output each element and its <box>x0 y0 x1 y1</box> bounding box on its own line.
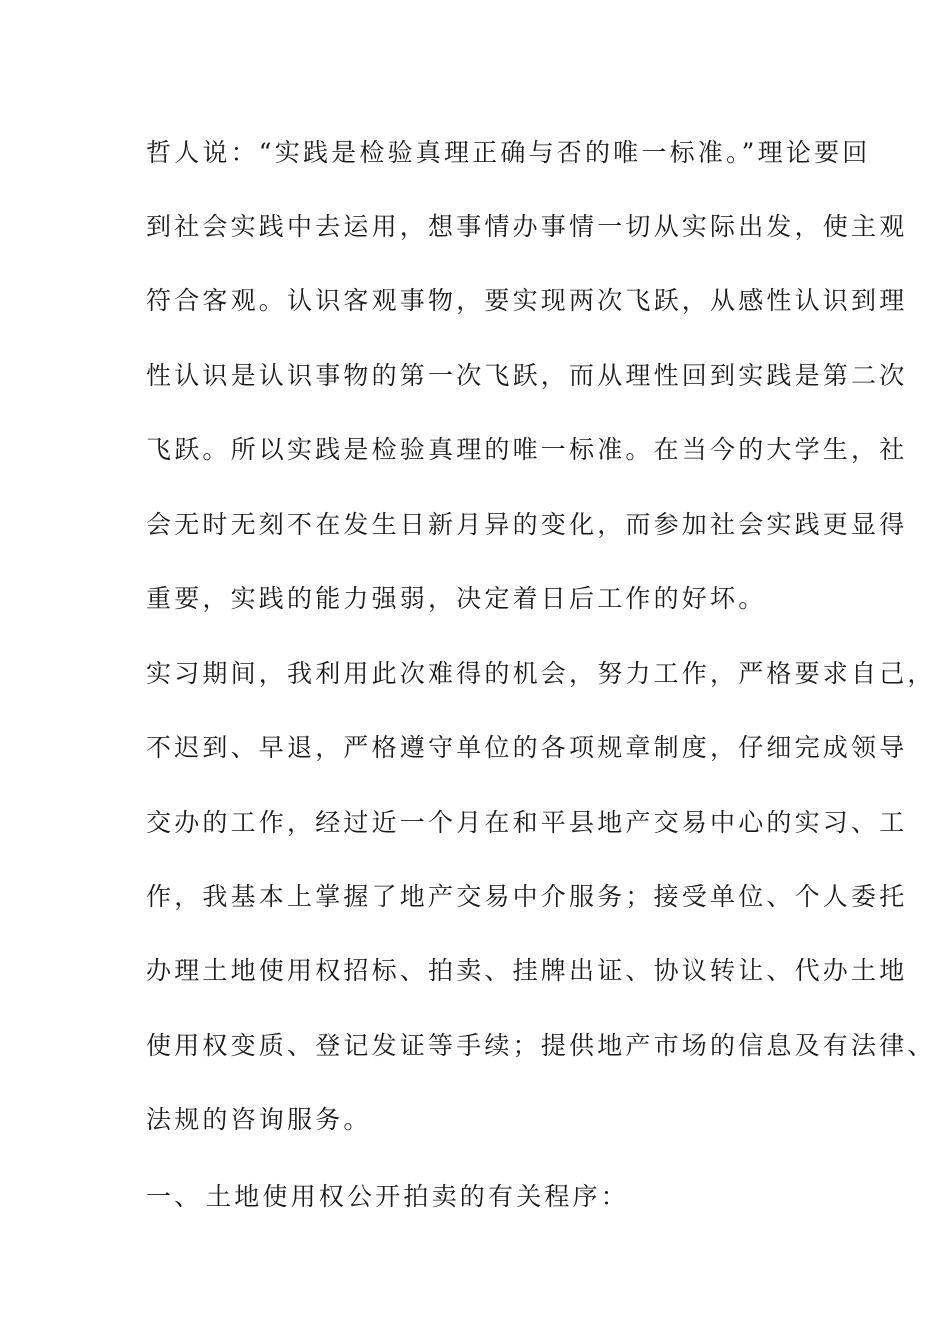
paragraph-2-line-6: 使用权变质、登记发证等手续；提供地产市场的信息及有法律、 <box>146 1031 936 1060</box>
section-heading <box>146 1182 629 1212</box>
paragraph-2-line-4: 作，我基本上掌握了地产交易中介服务；接受单位、个人委托 <box>146 882 908 911</box>
paragraph-1-line-6: 会无时无刻不在发生日新月异的变化，而参加社会实践更显得 <box>146 510 908 539</box>
paragraph-1-line-5: 飞跃。所以实践是检验真理的唯一标准。在当今的大学生，社 <box>146 435 908 464</box>
paragraph-1-line-1: 哲人说：“实践是检验真理正确与否的唯一标准。”理论要回 <box>146 138 871 167</box>
section-heading-text: 土地使用权公开拍卖的有关程序： <box>206 1182 630 1211</box>
paragraph-1-line-2: 到社会实践中去运用，想事情办事情一切从实际出发，使主观 <box>146 212 908 241</box>
paragraph-2-line-2: 不迟到、早退，严格遵守单位的各项规章制度，仔细完成领导 <box>146 733 908 762</box>
paragraph-1-line-3: 符合客观。认识客观事物，要实现两次飞跃，从感性认识到理 <box>146 286 908 315</box>
paragraph-1-line-4: 性认识是认识事物的第一次飞跃，而从理性回到实践是第二次 <box>146 361 908 390</box>
paragraph-2-line-5: 办理土地使用权招标、拍卖、挂牌出证、协议转让、代办土地 <box>146 956 908 985</box>
section-heading-number: 一、 <box>146 1182 203 1211</box>
paragraph-2-line-7: 法规的咨询服务。 <box>146 1105 372 1134</box>
paragraph-2-line-1: 实习期间，我利用此次难得的机会，努力工作，严格要求自己， <box>146 659 936 688</box>
paragraph-2-line-3: 交办的工作，经过近一个月在和平县地产交易中心的实习、工 <box>146 808 908 837</box>
paragraph-1-line-7: 重要，实践的能力强弱，决定着日后工作的好坏。 <box>146 584 767 613</box>
